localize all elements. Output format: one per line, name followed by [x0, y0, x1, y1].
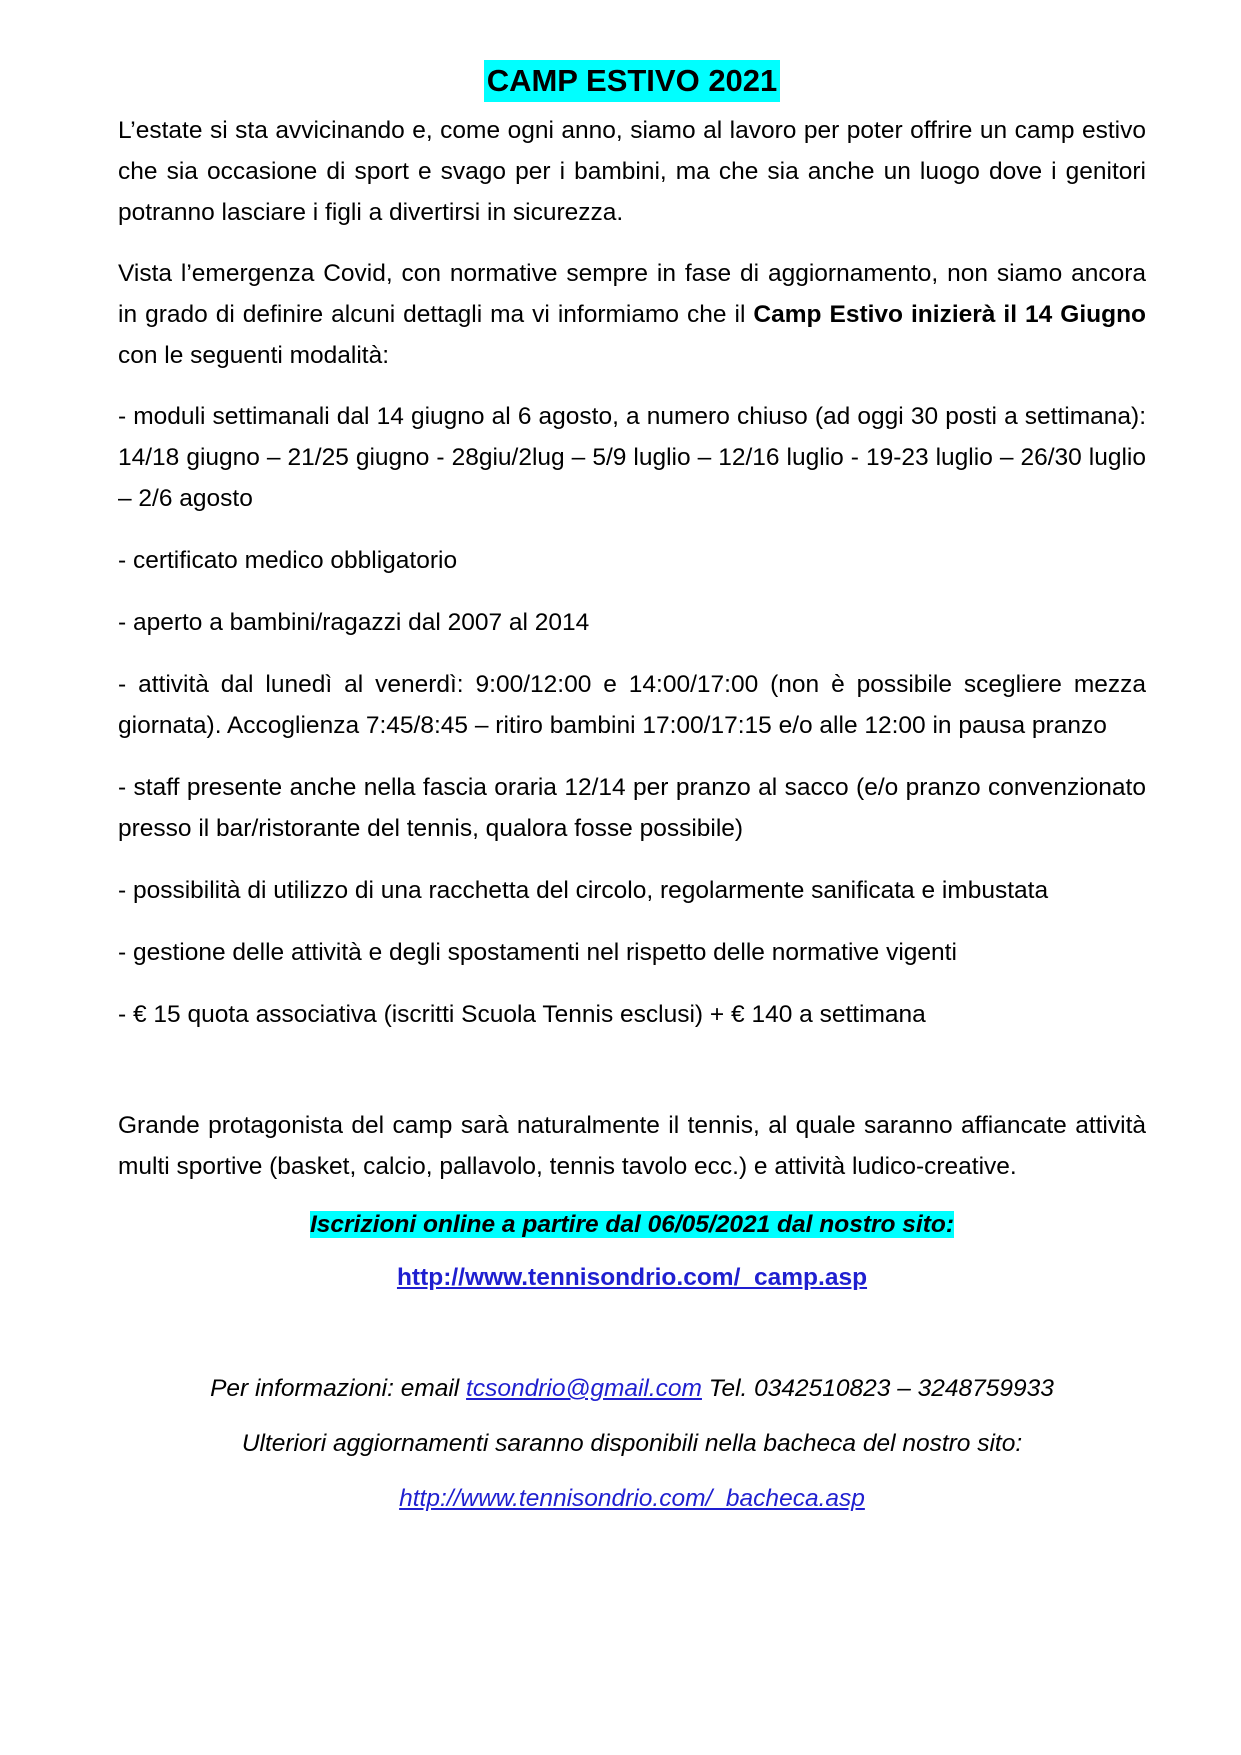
list-item: - aperto a bambini/ragazzi dal 2007 al 2014: [118, 609, 590, 636]
list-item: - possibilità di utilizzo di una racchetta del circolo, regolarmente sanificata e imbustata: [118, 877, 1049, 904]
start-date-paragraph: [118, 253, 1146, 376]
contact-info: [118, 1368, 1146, 1409]
description-paragraph: Grande protagonista del camp sarà naturalmente il tennis, al quale saranno affiancate attività multi sportive (basket, calcio, pallavolo, tennis tavolo ecc.) e attività ludico-creative.: [118, 1112, 1146, 1180]
signup-notice: [118, 1204, 1146, 1245]
intro-paragraph: L’estate si sta avvicinando e, come ogni anno, siamo al lavoro per poter offrire un camp estivo che sia occasione di sport e svago per i bambini, ma che sia anche un luogo dove i genitori potranno lasciare i figli a divertirsi in sicurezza.: [118, 117, 1146, 226]
modalities-list: [118, 396, 1146, 1035]
document-page: [118, 60, 1146, 1519]
signup-text: Iscrizioni online a partire dal 06/05/2021 dal nostro sito:: [309, 1211, 954, 1238]
start-date-text-before: Vista l’emergenza Covid, con normative sempre in fase di aggiornamento, non siamo ancora in grado di definire alcuni dettagli ma vi informiamo che il: [118, 260, 1146, 328]
start-date-bold: Camp Estivo inizierà il 14 Giugno: [753, 301, 1147, 328]
list-item: - certificato medico obbligatorio: [118, 547, 458, 574]
list-item: - € 15 quota associativa (iscritti Scuola Tennis esclusi) + € 140 a settimana: [118, 1001, 926, 1028]
list-item: - staff presente anche nella fascia oraria 12/14 per pranzo al sacco (e/o pranzo convenzionato presso il bar/ristorante del tennis, qualora fosse possibile): [118, 774, 1146, 842]
contact-phone: Tel. 0342510823 – 3248759933: [701, 1375, 1054, 1402]
signup-link[interactable]: http://www.tennisondrio.com/_camp.asp: [396, 1264, 868, 1291]
bacheca-link[interactable]: http://www.tennisondrio.com/_bacheca.asp: [399, 1485, 865, 1512]
email-link[interactable]: tcsondrio@gmail.com: [466, 1375, 702, 1402]
list-item: - attività dal lunedì al venerdì: 9:00/12:00 e 14:00/17:00 (non è possibile scegliere mezza giornata). Accoglienza 7:45/8:45 – ritiro bambini 17:00/17:15 e/o alle 12:00 in pausa pranzo: [118, 671, 1146, 739]
page-title: CAMP ESTIVO 2021: [484, 60, 781, 102]
start-date-text-after: con le seguenti modalità:: [118, 342, 390, 369]
list-item: - gestione delle attività e degli spostamenti nel rispetto delle normative vigenti: [118, 939, 957, 966]
signup-link-row: [118, 1257, 1146, 1298]
title-wrap: [118, 60, 1146, 102]
updates-notice: Ulteriori aggiornamenti saranno disponibili nella bacheca del nostro sito:: [241, 1430, 1023, 1457]
list-item: - moduli settimanali dal 14 giugno al 6 agosto, a numero chiuso (ad oggi 30 posti a settimana): 14/18 giugno – 21/25 giugno - 28giu/2lug – 5/9 luglio – 12/16 luglio - 19-23 luglio – 26/30 luglio – 2/6 agosto: [118, 403, 1146, 512]
updates-link-row: [118, 1478, 1146, 1519]
contact-prefix: Per informazioni: email: [210, 1375, 467, 1402]
